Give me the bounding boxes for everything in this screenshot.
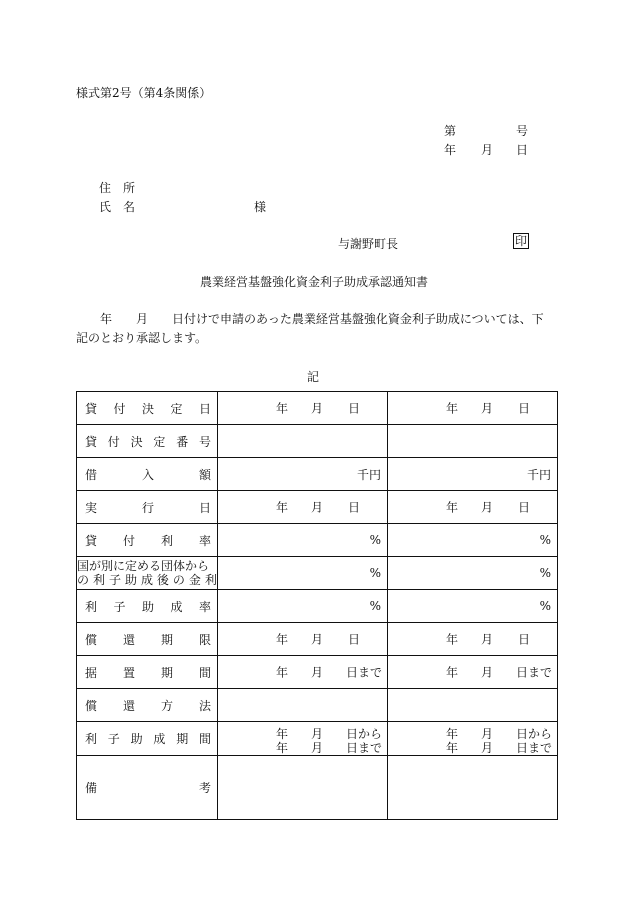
form-number: 様式第2号（第4条関係） xyxy=(76,86,212,100)
percent-cell: % xyxy=(218,557,388,590)
doc-date-month: 月 xyxy=(481,143,494,157)
table-row xyxy=(77,722,558,756)
period-cell: 年 月 日から 年 月 日まで xyxy=(218,722,388,756)
table-row xyxy=(77,656,558,689)
date-cell: 年 月 日 xyxy=(218,392,388,425)
label-line-2: の 利 子 助 成 後 の 金 利 xyxy=(77,573,217,587)
doc-date-year: 年 xyxy=(444,143,457,157)
label-text: 実 行 日 xyxy=(85,500,211,515)
date-cell: 年 月 日 xyxy=(388,491,558,524)
row-label xyxy=(77,392,218,425)
table-row xyxy=(77,425,558,458)
row-label xyxy=(77,524,218,557)
percent-cell: % xyxy=(388,590,558,623)
percent-cell: % xyxy=(388,557,558,590)
row-label xyxy=(77,656,218,689)
table-row xyxy=(77,689,558,722)
doc-no-dai: 第 xyxy=(444,124,457,138)
period-cell: 年 月 日から 年 月 日まで xyxy=(388,722,558,756)
label-text: 償 還 方 法 xyxy=(85,698,211,713)
table-row xyxy=(77,524,558,557)
address-label: 住 所 xyxy=(99,181,136,195)
ki-heading: 記 xyxy=(307,370,320,384)
date-cell: 年 月 日まで xyxy=(388,656,558,689)
table-row xyxy=(77,756,558,820)
label-text: 据 置 期 間 xyxy=(85,665,211,680)
row-label xyxy=(77,590,218,623)
table-row xyxy=(77,458,558,491)
row-label xyxy=(77,557,218,590)
sama-label: 様 xyxy=(254,200,267,214)
issuer-name: 与謝野町長 xyxy=(338,237,399,251)
row-label xyxy=(77,623,218,656)
value-cell xyxy=(388,689,558,722)
body-line-2: 記のとおり承認します。 xyxy=(76,331,208,345)
table-row xyxy=(77,557,558,590)
label-text: 利 子 助 成 期 間 xyxy=(85,732,211,746)
value-cell xyxy=(218,689,388,722)
label-text: 備 考 xyxy=(85,781,211,795)
name-label: 氏 名 xyxy=(99,200,136,214)
table-row xyxy=(77,623,558,656)
doc-no-go: 号 xyxy=(516,124,529,138)
doc-date-day: 日 xyxy=(516,143,529,157)
body-line-1: 年 月 日付けで申請のあった農業経営基盤強化資金利子助成については、下 xyxy=(76,312,544,326)
remarks-cell xyxy=(218,756,388,820)
row-label xyxy=(77,756,218,820)
percent-cell: % xyxy=(218,590,388,623)
label-text: 貸 付 利 率 xyxy=(85,533,211,548)
date-cell: 年 月 日 xyxy=(218,623,388,656)
row-label xyxy=(77,491,218,524)
seal-mark: 印 xyxy=(515,234,528,248)
remarks-cell xyxy=(388,756,558,820)
label-text: 貸 付 決 定 日 xyxy=(85,401,211,416)
table-row xyxy=(77,392,558,425)
label-text: 利 子 助 成 率 xyxy=(85,599,211,614)
value-cell xyxy=(218,425,388,458)
amount-cell: 千円 xyxy=(218,458,388,491)
amount-cell: 千円 xyxy=(388,458,558,491)
date-cell: 年 月 日 xyxy=(388,623,558,656)
percent-cell: % xyxy=(388,524,558,557)
label-text: 借 入 額 xyxy=(85,467,211,482)
label-text: 貸 付 決 定 番 号 xyxy=(85,434,211,449)
approval-table xyxy=(76,391,558,820)
row-label xyxy=(77,722,218,756)
table-row xyxy=(77,590,558,623)
table-row xyxy=(77,491,558,524)
date-cell: 年 月 日まで xyxy=(218,656,388,689)
row-label xyxy=(77,425,218,458)
document-title: 農業経営基盤強化資金利子助成承認通知書 xyxy=(200,275,429,289)
label-text: 償 還 期 限 xyxy=(85,632,211,647)
percent-cell: % xyxy=(218,524,388,557)
row-label xyxy=(77,458,218,491)
date-cell: 年 月 日 xyxy=(388,392,558,425)
row-label xyxy=(77,689,218,722)
value-cell xyxy=(388,425,558,458)
label-line-1: 国が別に定める団体から xyxy=(77,559,210,573)
date-cell: 年 月 日 xyxy=(218,491,388,524)
